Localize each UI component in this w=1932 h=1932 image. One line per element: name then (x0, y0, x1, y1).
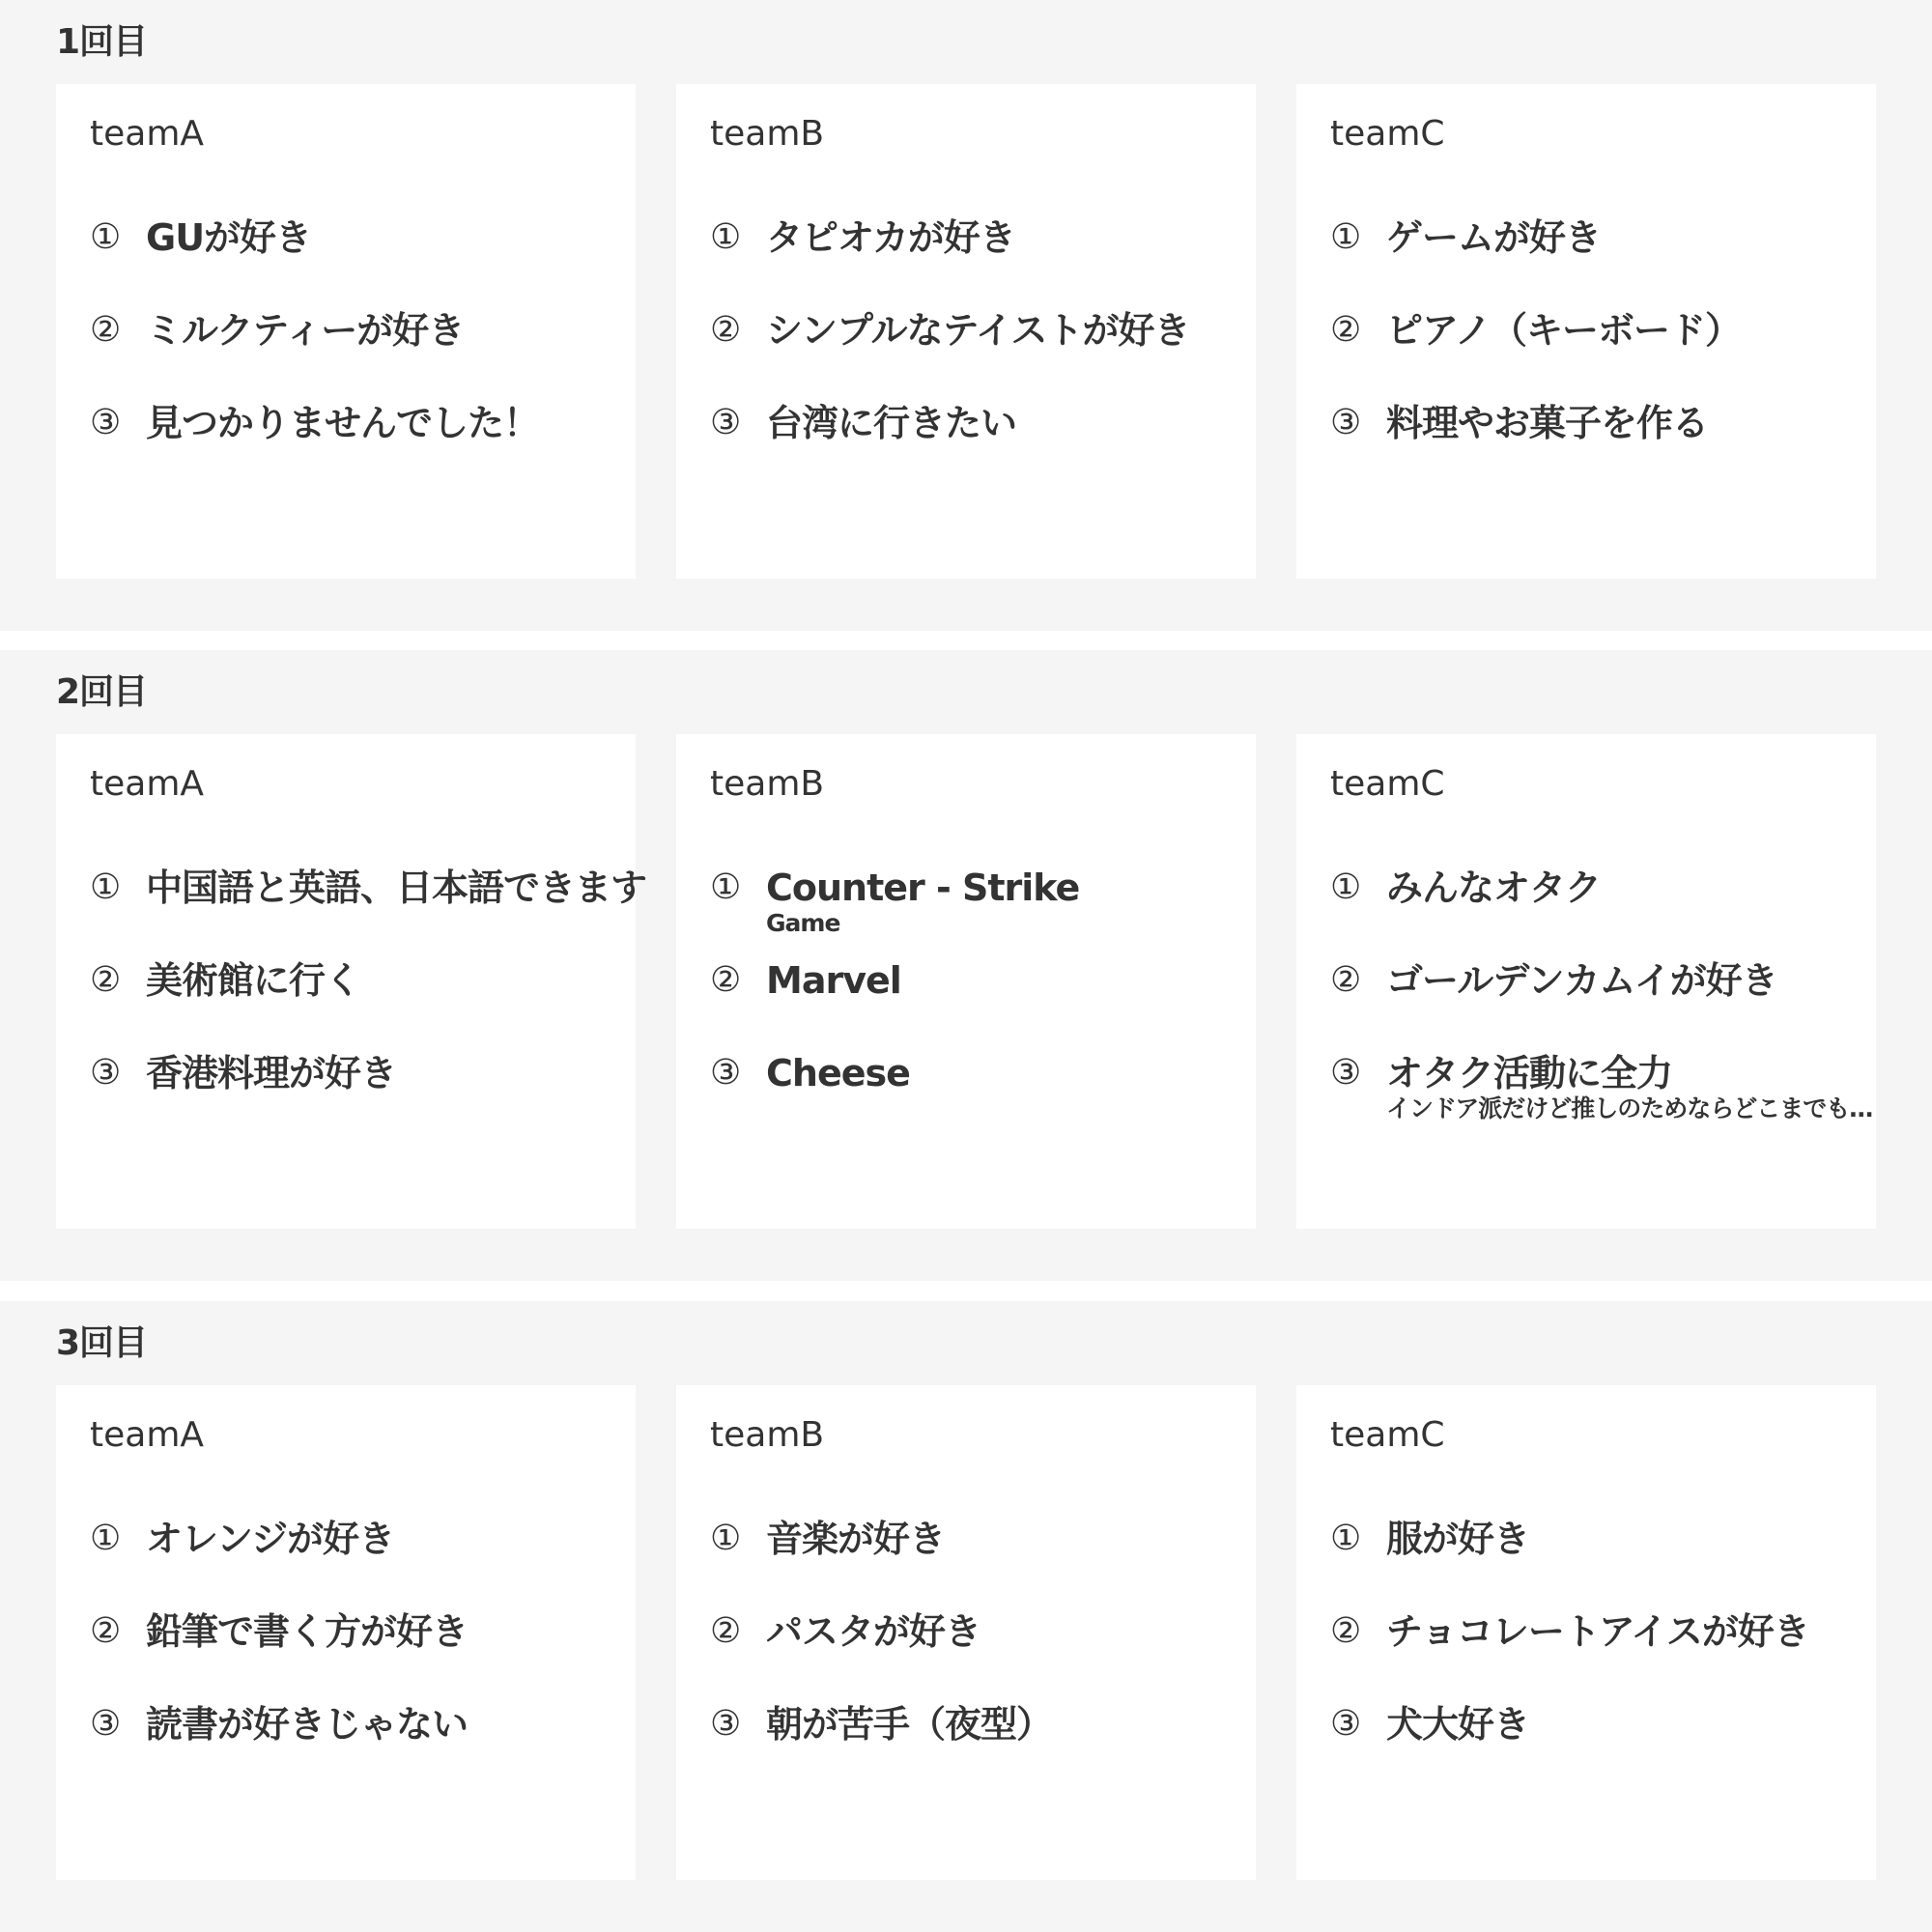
item-number: ③ (710, 1053, 742, 1093)
item-number: ③ (90, 1053, 122, 1093)
list-item (90, 214, 631, 301)
item-text: GUが好き (146, 216, 312, 259)
item-subtext: インドア派だけど推しのためならどこまでも… (1386, 1094, 1873, 1122)
item-number: ② (1330, 310, 1362, 350)
list-item (1330, 865, 1871, 952)
item-number: ① (710, 1519, 742, 1558)
list-item (90, 307, 631, 394)
list-item (90, 957, 631, 1044)
item-text: 見つかりませんでした！ (146, 402, 540, 444)
list-item (710, 957, 1251, 1044)
list-item (1330, 1516, 1871, 1603)
team-name: teamA (90, 114, 205, 154)
team-card-a (56, 1385, 636, 1880)
item-number: ② (90, 960, 122, 1000)
list-item (710, 1050, 1251, 1137)
item-text: 音楽が好き (766, 1518, 946, 1560)
round-title: 1回目 (56, 22, 148, 62)
team-name: teamC (1330, 1415, 1445, 1455)
item-text: パスタが好き (766, 1610, 981, 1653)
item-number: ① (90, 1519, 122, 1558)
list-item (1330, 214, 1871, 301)
list-item (90, 1608, 631, 1695)
item-text: ミルクティーが好き (146, 309, 465, 352)
list-item (90, 1516, 631, 1603)
item-number: ③ (90, 1704, 122, 1744)
item-number: ① (710, 217, 742, 257)
item-number: ① (90, 867, 122, 907)
team-card-a (56, 734, 647, 1229)
item-number: ① (1330, 217, 1362, 257)
item-text: シンプルなテイストが好き (766, 309, 1190, 352)
item-text: 鉛筆で書く方が好き (146, 1610, 469, 1653)
list-item (1330, 307, 1871, 394)
list-item (710, 400, 1251, 487)
team-card-b (676, 84, 1256, 579)
item-number: ③ (1330, 1704, 1362, 1744)
team-name: teamA (90, 764, 205, 804)
list-item (90, 1050, 631, 1137)
item-number: ② (1330, 960, 1362, 1000)
item-text: オタク活動に全力 (1386, 1052, 1673, 1094)
item-number: ② (710, 960, 742, 1000)
list-item (1330, 1050, 1871, 1137)
item-text: ゲームが好き (1386, 216, 1602, 259)
list-item (90, 400, 631, 487)
team-card-a (56, 84, 636, 579)
list-item (710, 865, 1251, 952)
list-item (710, 1701, 1251, 1788)
item-text: ゴールデンカムイが好き (1386, 959, 1777, 1002)
item-number: ② (710, 310, 742, 350)
round-1-section (0, 0, 1932, 631)
item-text: 朝が苦手（夜型） (766, 1703, 1053, 1746)
item-text: オレンジが好き (146, 1518, 395, 1560)
item-text: みんなオタク (1386, 867, 1602, 909)
item-number: ③ (710, 403, 742, 442)
round-title: 2回目 (56, 672, 148, 712)
team-card-c (1296, 1385, 1876, 1880)
item-subtext: Game (766, 909, 840, 937)
item-text: チョコレートアイスが好き (1386, 1610, 1809, 1653)
round-title: 3回目 (56, 1323, 148, 1363)
team-name: teamB (710, 1415, 825, 1455)
item-text: 中国語と英語、日本語できます (146, 867, 647, 909)
team-name: teamA (90, 1415, 205, 1455)
team-name: teamC (1330, 764, 1445, 804)
team-name: teamB (710, 114, 825, 154)
item-text: 香港料理が好き (146, 1052, 397, 1094)
round-3-section (0, 1301, 1932, 1932)
list-item (90, 865, 647, 952)
team-card-c (1296, 734, 1876, 1229)
item-number: ③ (1330, 403, 1362, 442)
item-text: タピオカが好き (766, 216, 1015, 259)
list-item (1330, 400, 1871, 487)
item-number: ③ (710, 1704, 742, 1744)
item-number: ① (90, 217, 122, 257)
list-item (710, 1608, 1251, 1695)
item-number: ① (1330, 1519, 1362, 1558)
item-number: ③ (90, 403, 122, 442)
item-number: ② (90, 310, 122, 350)
item-text: 服が好き (1386, 1518, 1530, 1560)
round-2-section (0, 650, 1932, 1281)
item-text: ピアノ（キーボード） (1386, 309, 1741, 352)
list-item (710, 1516, 1251, 1603)
item-text: 料理やお菓子を作る (1386, 402, 1709, 444)
item-number: ② (90, 1611, 122, 1651)
item-text: 読書が好きじゃない (146, 1703, 469, 1746)
list-item (1330, 1608, 1871, 1695)
item-text: 犬大好き (1386, 1703, 1530, 1746)
item-number: ② (1330, 1611, 1362, 1651)
item-number: ② (710, 1611, 742, 1651)
team-name: teamC (1330, 114, 1445, 154)
item-text: Marvel (766, 959, 901, 1002)
item-text: Counter - Strike (766, 867, 1080, 909)
team-card-c (1296, 84, 1876, 579)
item-text: 台湾に行きたい (766, 402, 1017, 444)
item-number: ① (710, 867, 742, 907)
item-text: Cheese (766, 1052, 910, 1094)
item-number: ① (1330, 867, 1362, 907)
item-number: ③ (1330, 1053, 1362, 1093)
team-card-b (676, 734, 1256, 1229)
team-card-b (676, 1385, 1256, 1880)
list-item (1330, 1701, 1871, 1788)
list-item (1330, 957, 1871, 1044)
team-name: teamB (710, 764, 825, 804)
list-item (90, 1701, 631, 1788)
list-item (710, 307, 1251, 394)
list-item (710, 214, 1251, 301)
item-text: 美術館に行く (146, 959, 361, 1002)
